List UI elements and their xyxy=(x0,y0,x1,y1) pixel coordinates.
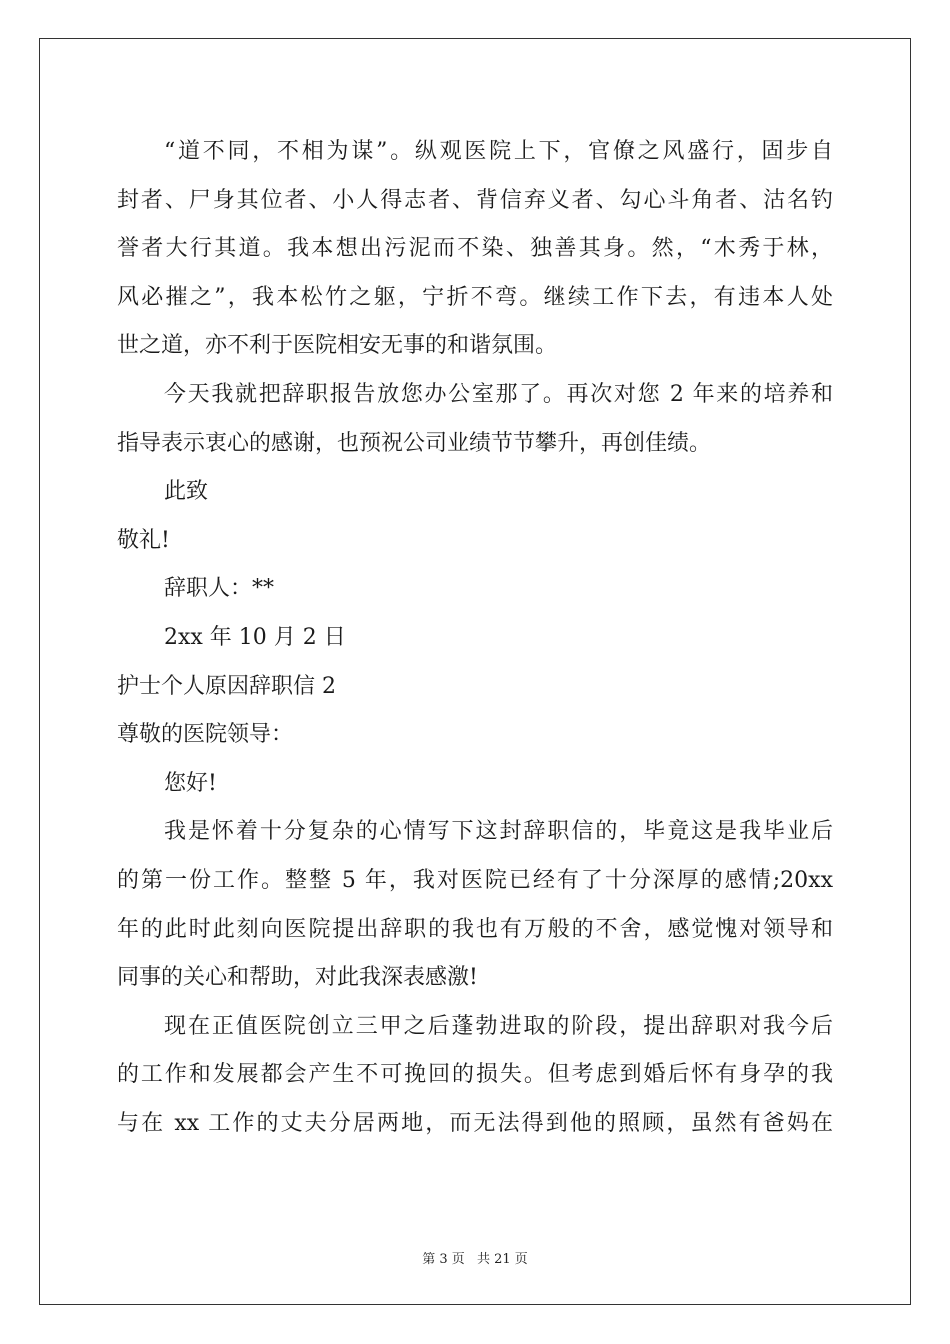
letter-date: 2xx 年 10 月 2 日 xyxy=(164,624,346,650)
recipient-greeting: 尊敬的医院领导： xyxy=(117,722,294,748)
paragraph-line: 风必摧之”，我本松竹之躯，宁折不弯。继续工作下去，有违本人处 xyxy=(117,284,833,310)
letter-body xyxy=(117,128,833,1148)
paragraph-line: “道不同，不相为谋”。纵观医院上下，官僚之风盛行，固步自 xyxy=(164,139,833,164)
signer: 辞职人：** xyxy=(164,576,275,602)
page-number: 第 3 页 xyxy=(422,1252,465,1267)
letter-heading: 护士个人原因辞职信 2 xyxy=(117,673,336,699)
page-footer xyxy=(0,1248,950,1267)
page-total: 共 21 页 xyxy=(476,1252,528,1267)
paragraph-line: 世之道，亦不利于医院相安无事的和谐氛围。 xyxy=(117,333,558,359)
paragraph-line: 封者、尸身其位者、小人得志者、背信弃义者、勾心斗角者、沽名钓 xyxy=(117,187,833,213)
paragraph-line: 的工作和发展都会产生不可挽回的损失。但考虑到婚后怀有身孕的我 xyxy=(117,1062,833,1088)
paragraph-line: 同事的关心和帮助，对此我深表感激! xyxy=(117,965,478,991)
closing-regards: 敬礼! xyxy=(117,527,170,553)
paragraph-line: 指导表示衷心的感谢，也预祝公司业绩节节攀升，再创佳绩。 xyxy=(117,430,712,456)
paragraph-line: 我是怀着十分复杂的心情写下这封辞职信的，毕竟这是我毕业后 xyxy=(164,819,833,845)
paragraph-line: 年的此时此刻向医院提出辞职的我也有万般的不舍，感觉愧对领导和 xyxy=(117,916,833,942)
paragraph-line: 誉者大行其道。我本想出污泥而不染、独善其身。然，“木秀于林， xyxy=(117,236,833,262)
paragraph-line: 的第一份工作。整整 5 年，我对医院已经有了十分深厚的感情;20xx xyxy=(117,867,833,893)
greeting: 您好! xyxy=(164,770,217,796)
paragraph-line: 今天我就把辞职报告放您办公室那了。再次对您 2 年来的培养和 xyxy=(164,381,833,407)
closing-salutation: 此致 xyxy=(164,479,209,505)
paragraph-line: 与在 xx 工作的丈夫分居两地，而无法得到他的照顾，虽然有爸妈在 xyxy=(117,1110,833,1136)
paragraph-line: 现在正值医院创立三甲之后蓬勃进取的阶段，提出辞职对我今后 xyxy=(164,1013,833,1039)
